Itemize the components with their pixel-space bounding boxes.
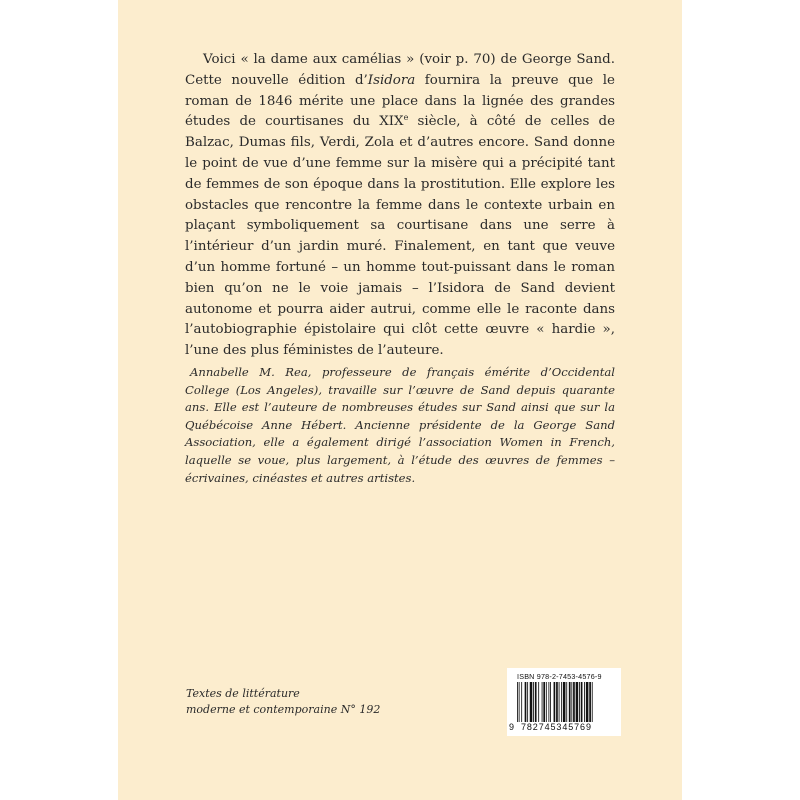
series-line-1: Textes de littérature xyxy=(186,687,300,700)
book-title: Isidora xyxy=(367,72,416,88)
barcode-first-digit: 9 xyxy=(509,722,515,732)
book-summary xyxy=(185,50,615,362)
century-superscript: e xyxy=(403,113,409,123)
summary-part-3: siècle, à côté de celles de Balzac, Dumas fils, Verdi, Zola et d’autres encore. Sand donne le point de vue d’une femme sur la misère qui a précipité tant de femmes de son époque dans la prostitution. Elle explore les obstacles que rencontre la femme dans le contexte urbain en plaçant symboliquement sa courtisane dans une serre à l’intérieur d’un jardin muré. Finalement, en tant que veuve d’un homme fortuné – un homme tout-puissant dans le roman bien qu’on ne le voie jamais – l’Isidora de Sand devient autonome et pourra aider autrui, comme elle le raconte dans l’autobiographie épistolaire qui clôt cette œuvre « hardie », l’une des plus féministes de l’auteure. xyxy=(185,114,615,359)
series-line-2: moderne et contemporaine N° 192 xyxy=(186,703,381,716)
summary-part-1: Voici « la dame aux camélias » (voir p. 70) de George Sand. Cette nouvelle édition d’ xyxy=(185,52,615,88)
barcode-digits: 782745345769 xyxy=(521,722,592,732)
series-info xyxy=(186,686,380,718)
barcode-icon xyxy=(511,682,619,722)
isbn-label: ISBN 978-2-7453-4576-9 xyxy=(517,672,602,681)
author-bio: Annabelle M. Rea, professeure de français émérite d’Occidental College (Los Angeles), travaille sur l’œuvre de Sand depuis quarante ans. Elle est l’auteure de nombreuses études sur Sand ainsi que sur la Québécoise Anne Hébert. Ancienne présidente de la George Sand Association, elle a également dirigé l’association Women in French, laquelle se voue, plus largement, à l’étude des œuvres de femmes – écrivaines, cinéastes et autres artistes. xyxy=(185,365,615,485)
summary-part-2: fournira la preuve que le roman de 1846 mérite une place dans la lignée des grandes études de courtisanes du XIX xyxy=(185,72,615,130)
barcode-area xyxy=(507,668,621,736)
